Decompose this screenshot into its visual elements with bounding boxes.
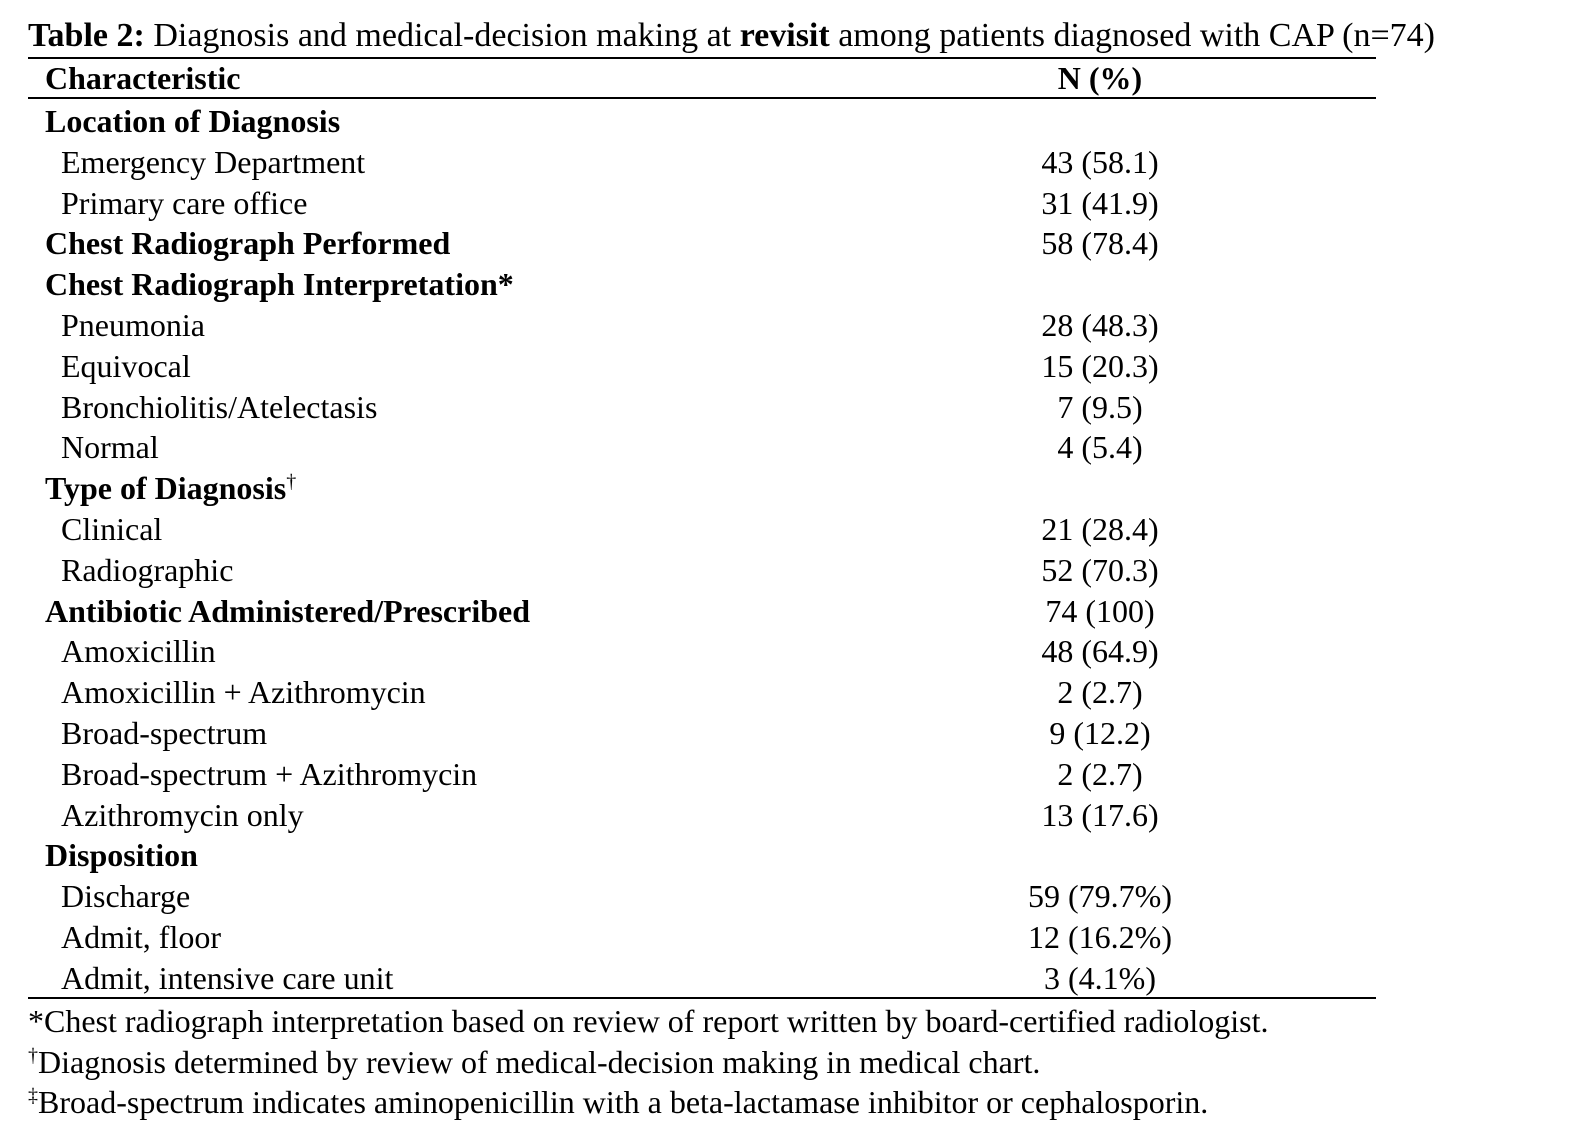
section-row-type-of-diagnosis [0, 468, 1572, 509]
table-row-primary-care-office [0, 183, 1572, 224]
row-label [61, 713, 267, 754]
section-row-disposition [0, 835, 1572, 876]
row-label-text: Emergency Department [61, 143, 366, 180]
row-label-text: Azithromycin only [61, 796, 304, 833]
row-label-text: Pneumonia [61, 306, 205, 343]
row-label [45, 101, 340, 142]
row-label [45, 591, 530, 632]
row-value-text: 9 (12.2) [1049, 714, 1151, 751]
row-value-text: 3 (4.1%) [1044, 959, 1156, 996]
footnote-symbol: * [28, 1003, 44, 1039]
row-value-text: 52 (70.3) [1041, 551, 1159, 588]
row-label-text: Equivocal [61, 347, 191, 384]
table-row-discharge [0, 876, 1572, 917]
footnote-symbol: † [28, 1044, 38, 1067]
footnote-1 [28, 1001, 1268, 1042]
row-label [61, 631, 216, 672]
table-caption-emphasis: revisit [739, 17, 830, 54]
table-row-pneumonia [0, 305, 1572, 346]
table-row-equivocal [0, 346, 1572, 387]
table-row-bronchiolitis-atelectasis [0, 387, 1572, 428]
row-label [45, 835, 198, 876]
row-value-text: 58 (78.4) [1041, 225, 1159, 262]
table-row-amoxicillin [0, 631, 1572, 672]
footnote-3 [28, 1082, 1268, 1123]
row-label [61, 183, 307, 224]
row-label-text: Admit, floor [61, 918, 221, 955]
row-label [61, 876, 190, 917]
footnote-text: Chest radiograph interpretation based on review of report written by board-certified radiologist. [44, 1003, 1269, 1039]
row-label-text: Chest Radiograph Interpretation* [45, 266, 514, 303]
section-row-chest-radiograph-interpretation [0, 264, 1572, 305]
row-label-text: Disposition [45, 837, 198, 874]
table-caption-text-before: Diagnosis and medical-decision making at [144, 17, 740, 54]
table-row-radiographic [0, 550, 1572, 591]
row-label [61, 958, 393, 999]
row-label [61, 142, 365, 183]
row-value-text: 21 (28.4) [1041, 510, 1159, 547]
row-label [61, 550, 233, 591]
row-label [61, 795, 304, 836]
table-caption-label: Table 2: [28, 17, 145, 54]
row-label-text: Amoxicillin [61, 633, 216, 670]
table-caption-text-after: among patients diagnosed with CAP (n=74) [829, 17, 1435, 54]
row-value-text: 74 (100) [1045, 592, 1155, 629]
row-label-text: Clinical [61, 510, 163, 547]
section-row-location-of-diagnosis [0, 101, 1572, 142]
section-row-antibiotic-administered-prescribed [0, 591, 1572, 632]
row-label-text: Antibiotic Administered/Prescribed [45, 592, 531, 629]
column-header-characteristic: Characteristic [45, 60, 241, 96]
footnote-symbol: ‡ [28, 1084, 38, 1107]
row-value-text: 59 (79.7%) [1028, 878, 1172, 915]
row-value-text: 7 (9.5) [1057, 388, 1143, 425]
row-label-text: Bronchiolitis/Atelectasis [61, 388, 378, 425]
table-row-amoxicillin-azithromycin [0, 672, 1572, 713]
row-value-text: 48 (64.9) [1041, 633, 1159, 670]
table-row-normal [0, 427, 1572, 468]
row-value-text: 4 (5.4) [1057, 429, 1143, 466]
row-label-text: Chest Radiograph Performed [45, 225, 451, 262]
row-label-text: Broad-spectrum [61, 714, 268, 751]
row-value-text: 31 (41.9) [1041, 184, 1159, 221]
row-label-text: Broad-spectrum + Azithromycin [61, 755, 478, 792]
table-footnotes [28, 1001, 1268, 1123]
table-row-broad-spectrum [0, 713, 1572, 754]
row-label-text: Radiographic [61, 551, 234, 588]
table-row-admit-intensive-care-unit [0, 958, 1572, 999]
table-row-azithromycin-only [0, 795, 1572, 836]
row-label-text: Discharge [61, 878, 191, 915]
row-value-text: 28 (48.3) [1041, 306, 1159, 343]
table-body [0, 101, 1572, 999]
row-value-text: 12 (16.2%) [1028, 918, 1172, 955]
footnote-text: Broad-spectrum indicates aminopenicillin with a beta-lactamase inhibitor or cephalosporin. [38, 1084, 1209, 1121]
row-label-text: Normal [61, 429, 159, 466]
footnote-text: Diagnosis determined by review of medical-decision making in medical chart. [38, 1043, 1041, 1080]
footnote-mark: † [286, 470, 297, 493]
row-label [61, 427, 159, 468]
row-label [61, 509, 162, 550]
footnote-2 [28, 1042, 1268, 1083]
table-row-admit-floor [0, 917, 1572, 958]
table-header-rule [28, 97, 1376, 99]
row-label-text: Type of Diagnosis [45, 470, 287, 507]
column-header-value-text: N (%) [1057, 60, 1143, 96]
row-label [61, 305, 205, 346]
row-label [61, 672, 426, 713]
row-label [61, 917, 221, 958]
row-value-text: 15 (20.3) [1041, 347, 1159, 384]
row-label [61, 387, 377, 428]
row-label-text: Location of Diagnosis [45, 103, 341, 139]
row-value-text: 13 (17.6) [1041, 796, 1159, 833]
row-label [45, 223, 450, 264]
table-bottom-rule [28, 997, 1376, 999]
row-label-text: Admit, intensive care unit [61, 959, 394, 996]
table-row-emergency-department [0, 142, 1572, 183]
section-row-chest-radiograph-performed [0, 223, 1572, 264]
row-value-text: 2 (2.7) [1057, 674, 1143, 711]
row-label [45, 264, 514, 305]
table-row-broad-spectrum-azithromycin [0, 754, 1572, 795]
row-value-text: 2 (2.7) [1057, 755, 1143, 792]
row-label [61, 754, 477, 795]
row-label [61, 346, 191, 387]
row-label-text: Primary care office [61, 184, 308, 221]
table-caption [28, 14, 1435, 58]
row-label [45, 468, 296, 509]
row-value-text: 43 (58.1) [1041, 143, 1159, 180]
table-row-clinical [0, 509, 1572, 550]
row-label-text: Amoxicillin + Azithromycin [61, 674, 426, 711]
